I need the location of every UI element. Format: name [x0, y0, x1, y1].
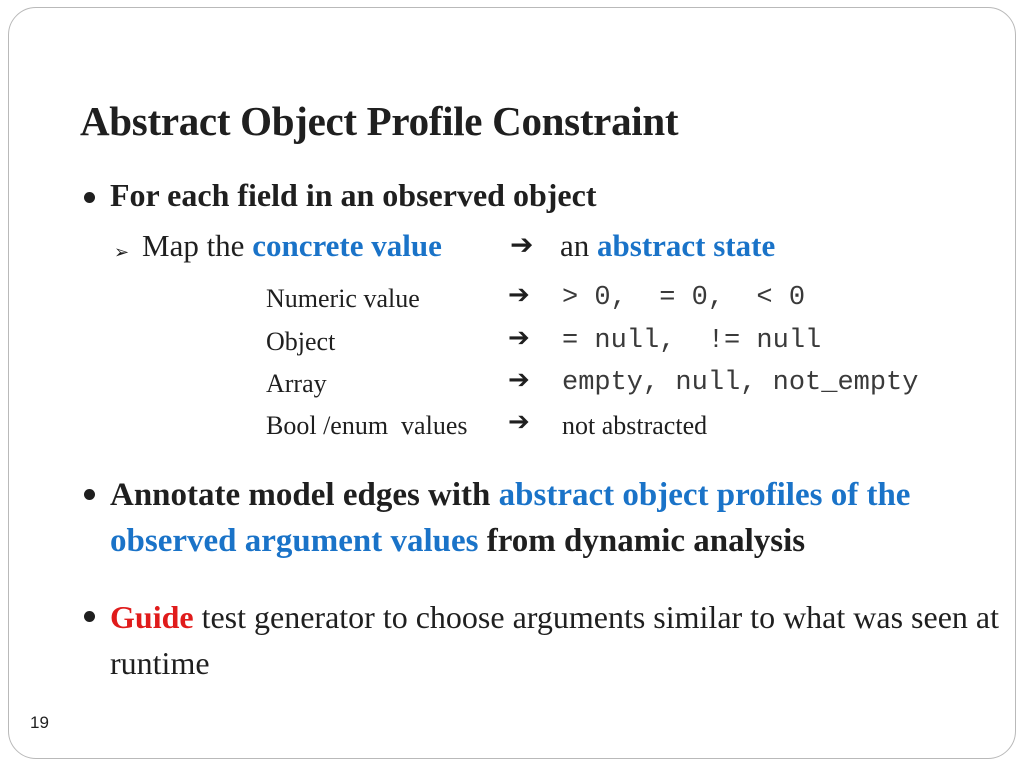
right-arrow-icon: ➔ [508, 323, 530, 353]
bullet2-part2: from dynamic analysis [478, 523, 806, 559]
row-label-array: Array [266, 369, 327, 398]
bullet3-rest: test generator to choose arguments similar to what was seen at runtime [110, 599, 999, 681]
sub-bullet-middle: an [560, 228, 598, 263]
bullet2-part1: Annotate model edges with [110, 477, 499, 513]
sub-bullet-map [142, 228, 442, 264]
row-value-object: = null, != null [562, 326, 822, 356]
right-arrow-icon: ➔ [508, 365, 530, 395]
sub-bullet-arrow-icon: ➢ [114, 242, 130, 263]
abstract-state-text: abstract state [597, 228, 776, 263]
row-value-bool-enum: not abstracted [562, 411, 708, 440]
row-label-bool-enum: Bool /enum values [266, 411, 468, 440]
row-label-object: Object [266, 327, 336, 356]
concrete-value-text: concrete value [252, 228, 442, 263]
slide-title: Abstract Object Profile Constraint [80, 98, 679, 144]
sub-bullet-abstract [560, 228, 775, 264]
bullet-dot [84, 489, 95, 500]
bullet-dot [84, 611, 95, 622]
row-label-numeric: Numeric value [266, 284, 420, 313]
right-arrow-icon: ➔ [510, 228, 534, 261]
page-number: 19 [30, 713, 49, 732]
bullet-guide-generator [110, 594, 1000, 686]
right-arrow-icon: ➔ [508, 280, 530, 310]
right-arrow-icon: ➔ [508, 407, 530, 437]
bullet-annotate-edges [110, 472, 1000, 564]
row-value-numeric: > 0, = 0, < 0 [562, 283, 806, 313]
bullet-field-each: For each field in an observed object [110, 177, 597, 213]
bullet2-highlight: abstract object profiles of the observed argument values [110, 477, 911, 559]
guide-highlight: Guide [110, 599, 194, 635]
sub-bullet-prefix: Map the [142, 228, 253, 263]
row-value-array: empty, null, not_empty [562, 368, 919, 398]
bullet-dot [84, 192, 95, 203]
